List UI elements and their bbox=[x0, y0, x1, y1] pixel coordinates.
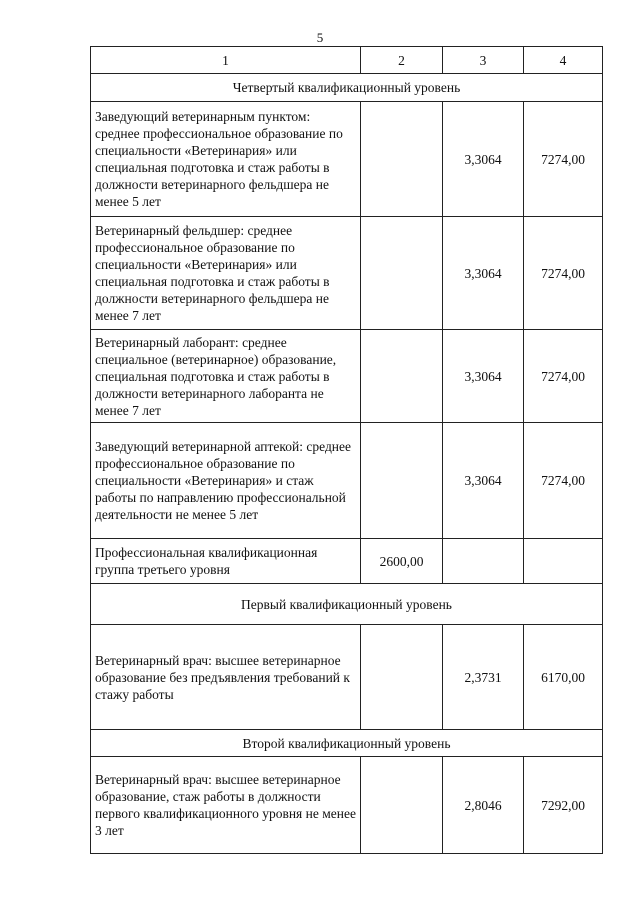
coefficient-cell bbox=[443, 539, 524, 584]
column-header: 2 bbox=[361, 47, 443, 74]
group-description: Профессиональная квалификационная группа третьего уровня bbox=[91, 539, 361, 584]
salary-cell bbox=[524, 539, 603, 584]
table-row bbox=[91, 539, 603, 584]
section-row bbox=[91, 730, 603, 757]
salary-cell: 7274,00 bbox=[524, 330, 603, 423]
section-row bbox=[91, 584, 603, 625]
base-salary-cell bbox=[361, 217, 443, 330]
table-row bbox=[91, 330, 603, 423]
section-title: Четвертый квалификационный уровень bbox=[91, 74, 603, 102]
position-description: Ветеринарный врач: высшее ветеринарное образование без предъявления требований к стажу работы bbox=[91, 625, 361, 730]
position-description: Заведующий ветеринарным пунктом: среднее профессиональное образование по специальности «Ветеринария» или специальная подготовка и стаж работы в должности ветеринарного фельдшера не менее 5 лет bbox=[91, 102, 361, 217]
coefficient-cell: 2,8046 bbox=[443, 757, 524, 854]
table-row bbox=[91, 217, 603, 330]
coefficient-cell: 3,3064 bbox=[443, 102, 524, 217]
position-description: Ветеринарный лаборант: среднее специальное (ветеринарное) образование, специальная подготовка и стаж работы в должности ветеринарного лаборанта не менее 7 лет bbox=[91, 330, 361, 423]
column-header: 3 bbox=[443, 47, 524, 74]
column-header: 1 bbox=[91, 47, 361, 74]
table-row bbox=[91, 625, 603, 730]
salary-cell: 7292,00 bbox=[524, 757, 603, 854]
section-title: Второй квалификационный уровень bbox=[91, 730, 603, 757]
table-row bbox=[91, 423, 603, 539]
salary-cell: 7274,00 bbox=[524, 102, 603, 217]
base-salary-cell: 2600,00 bbox=[361, 539, 443, 584]
column-header: 4 bbox=[524, 47, 603, 74]
coefficient-cell: 3,3064 bbox=[443, 423, 524, 539]
salary-cell: 6170,00 bbox=[524, 625, 603, 730]
coefficient-cell: 2,3731 bbox=[443, 625, 524, 730]
table-header-row bbox=[91, 47, 603, 74]
section-title: Первый квалификационный уровень bbox=[91, 584, 603, 625]
position-description: Ветеринарный врач: высшее ветеринарное образование, стаж работы в должности первого квалификационного уровня не менее 3 лет bbox=[91, 757, 361, 854]
section-row bbox=[91, 74, 603, 102]
base-salary-cell bbox=[361, 625, 443, 730]
position-description: Ветеринарный фельдшер: среднее профессиональное образование по специальности «Ветеринария» или специальная подготовка и стаж работы в должности ветеринарного фельдшера не менее 7 лет bbox=[91, 217, 361, 330]
base-salary-cell bbox=[361, 330, 443, 423]
salary-cell: 7274,00 bbox=[524, 423, 603, 539]
salary-cell: 7274,00 bbox=[524, 217, 603, 330]
table-row bbox=[91, 757, 603, 854]
base-salary-cell bbox=[361, 757, 443, 854]
position-description: Заведующий ветеринарной аптекой: среднее профессиональное образование по специальности «Ветеринария» и стаж работы по направлению профессиональной деятельности не менее 5 лет bbox=[91, 423, 361, 539]
table-row bbox=[91, 102, 603, 217]
coefficient-cell: 3,3064 bbox=[443, 217, 524, 330]
page-number: 5 bbox=[316, 30, 324, 45]
coefficient-cell: 3,3064 bbox=[443, 330, 524, 423]
base-salary-cell bbox=[361, 423, 443, 539]
base-salary-cell bbox=[361, 102, 443, 217]
qualification-salary-table bbox=[90, 46, 603, 854]
